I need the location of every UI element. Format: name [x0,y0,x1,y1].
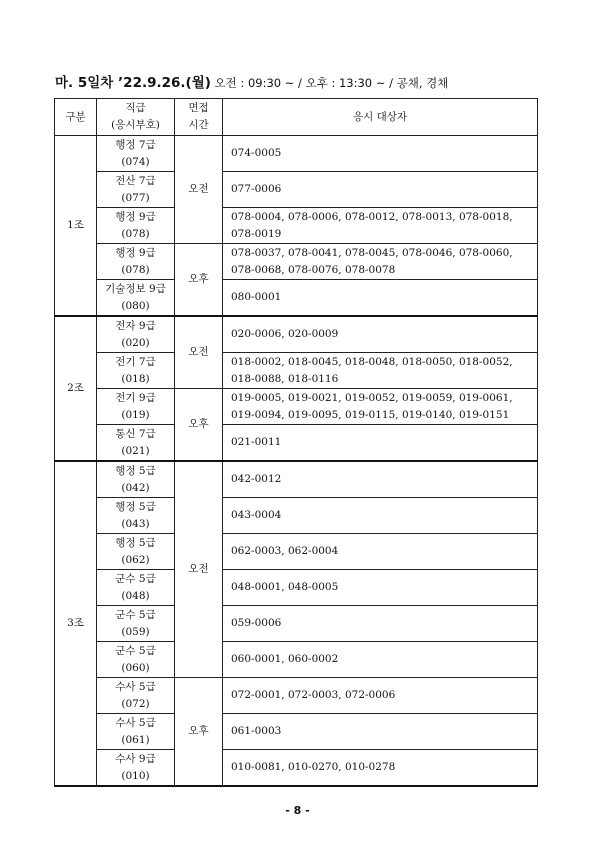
position-rank: 행정 5급 [115,464,156,477]
table-row [55,136,538,172]
position-rank: 전산 7급 [115,174,156,187]
position-cell [97,316,175,353]
table-row [55,425,538,462]
position-code: (078) [121,227,150,240]
targets-cell [223,606,538,642]
page-number: - 8 - [285,804,310,817]
target-line: 062-0003, 062-0004 [231,545,339,557]
target-line: 080-0001 [231,291,282,303]
section-title [55,71,448,91]
position-cell [97,570,175,606]
position-code: (080) [121,299,150,312]
position-code: (061) [121,733,150,746]
position-code: (078) [121,263,150,276]
target-line: 020-0006, 020-0009 [231,328,339,340]
header-position: 직급 (응시부호) [97,99,175,136]
position-cell [97,534,175,570]
position-cell [97,606,175,642]
targets-cell [223,534,538,570]
position-code: (060) [121,661,150,674]
target-line: 018-0002, 018-0045, 018-0048, 018-0050, 018-0052, [231,355,513,368]
position-code: (043) [121,517,150,530]
position-cell [97,461,175,498]
header-row [55,99,538,136]
table-row [55,461,538,498]
targets-cell [223,353,538,389]
position-code: (062) [121,553,150,566]
table-row [55,570,538,606]
target-line: 059-0006 [231,617,282,629]
targets-cell [223,136,538,172]
target-line: 010-0081, 010-0270, 010-0278 [231,761,396,773]
target-line: 078-0037, 078-0041, 078-0045, 078-0046, 078-0060, [231,246,513,259]
position-code: (074) [121,155,150,168]
group-cell: 2조 [55,316,97,461]
targets-cell [223,280,538,317]
table-row [55,280,538,317]
group-cell: 3조 [55,461,97,786]
table-row [55,316,538,353]
table-row [55,498,538,534]
header-targets: 응시 대상자 [223,99,538,136]
targets-cell [223,389,538,425]
targets-cell [223,642,538,678]
targets-cell [223,316,538,353]
position-rank: 수사 5급 [115,716,156,729]
table-row [55,750,538,787]
targets-cell [223,208,538,244]
position-cell [97,389,175,425]
position-rank: 전자 9급 [115,319,156,332]
target-line: 060-0001, 060-0002 [231,653,339,665]
table-row [55,606,538,642]
targets-cell [223,678,538,714]
table-row [55,714,538,750]
position-cell [97,714,175,750]
position-code: (042) [121,481,150,494]
targets-cell [223,172,538,208]
table-row [55,678,538,714]
position-rank: 전기 9급 [115,391,156,404]
target-line: 043-0004 [231,509,282,521]
position-rank: 군수 5급 [115,608,156,621]
table-row [55,642,538,678]
target-line: 018-0088, 018-0116 [231,372,339,385]
target-line: 048-0001, 048-0005 [231,581,339,593]
target-line: 074-0005 [231,147,282,159]
position-cell [97,750,175,787]
position-cell [97,208,175,244]
position-rank: 행정 5급 [115,536,156,549]
target-line: 042-0012 [231,473,282,485]
session-time-cell: 오후 [175,244,223,317]
header-group: 구분 [55,99,97,136]
session-time-cell: 오전 [175,316,223,389]
target-line: 078-0019 [231,227,282,240]
targets-cell [223,750,538,787]
position-code: (019) [121,408,150,421]
table-row [55,353,538,389]
table-row [55,172,538,208]
section-title-date: 마. 5일차 ’22.9.26.(월) [55,75,211,91]
position-rank: 수사 5급 [115,680,156,693]
target-line: 078-0004, 078-0006, 078-0012, 078-0013, 078-0018, [231,210,513,223]
position-rank: 행정 5급 [115,500,156,513]
position-rank: 수사 9급 [115,752,156,765]
position-rank: 군수 5급 [115,644,156,657]
table-row [55,208,538,244]
position-rank: 행정 7급 [115,138,156,151]
position-cell [97,353,175,389]
table-row [55,389,538,425]
targets-cell [223,244,538,280]
targets-cell [223,570,538,606]
position-cell [97,172,175,208]
target-line: 019-0094, 019-0095, 019-0115, 019-0140, 019-0151 [231,408,510,421]
session-time-cell: 오후 [175,678,223,787]
table-body [55,136,538,787]
position-rank: 행정 9급 [115,246,156,259]
header-time: 면접 시간 [175,99,223,136]
target-line: 077-0006 [231,183,282,195]
target-line: 021-0011 [231,436,282,448]
table-row [55,534,538,570]
position-rank: 행정 9급 [115,210,156,223]
session-time-cell: 오후 [175,389,223,462]
session-time-cell: 오전 [175,136,223,244]
group-cell: 1조 [55,136,97,317]
target-line: 019-0005, 019-0021, 019-0052, 019-0059, 019-0061, [231,391,513,404]
position-rank: 기술정보 9급 [105,282,166,295]
position-code: (018) [121,372,150,385]
target-line: 078-0068, 078-0076, 078-0078 [231,263,396,276]
position-code: (072) [121,697,150,710]
position-code: (077) [121,191,150,204]
section-title-schedule: 오전 : 09:30 ~ / 오후 : 13:30 ~ / 공채, 경채 [210,76,449,90]
position-cell [97,280,175,317]
position-code: (010) [121,769,150,782]
targets-cell [223,498,538,534]
position-cell [97,425,175,462]
targets-cell [223,461,538,498]
position-code: (021) [121,444,150,457]
targets-cell [223,714,538,750]
position-code: (048) [121,589,150,602]
target-line: 061-0003 [231,725,282,737]
position-cell [97,642,175,678]
position-rank: 전기 7급 [115,355,156,368]
position-cell [97,244,175,280]
target-line: 072-0001, 072-0003, 072-0006 [231,689,396,701]
table-row [55,244,538,280]
position-code: (059) [121,625,150,638]
interview-schedule-table [54,98,538,787]
position-cell [97,678,175,714]
targets-cell [223,425,538,462]
session-time-cell: 오전 [175,461,223,678]
position-rank: 통신 7급 [115,427,156,440]
position-cell [97,498,175,534]
position-rank: 군수 5급 [115,572,156,585]
position-code: (020) [121,336,150,349]
position-cell [97,136,175,172]
